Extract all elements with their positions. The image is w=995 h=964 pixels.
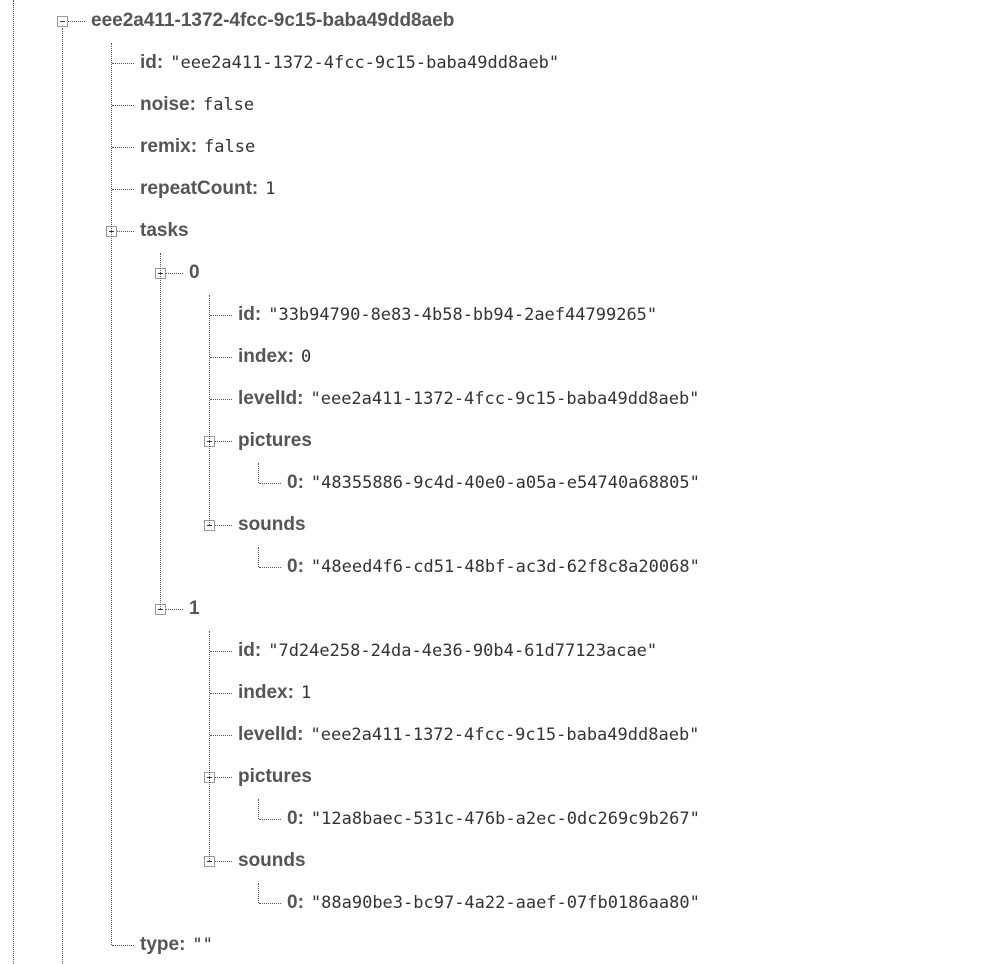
node-value: 0 [300,347,312,367]
tree-leaf [287,555,700,579]
node-key: eee2a411-1372-4fcc-9c15-baba49dd8aeb [91,10,455,31]
node-key: id: [140,52,164,73]
node-key: type: [140,934,186,955]
tree-node[interactable] [189,261,200,285]
node-key: index: [238,682,294,703]
tree-leaf [238,723,699,747]
node-value: "eee2a411-1372-4fcc-9c15-baba49dd8aeb" [170,53,560,73]
outer-tree-line [13,0,14,964]
tree-connector [112,63,134,64]
tree-connector [259,819,281,820]
node-value: "7d24e258-24da-4e36-90b4-61d77123acae" [268,641,658,661]
tree-leaf [287,471,700,495]
tree-node[interactable] [238,429,312,453]
node-key: repeatCount: [140,178,259,199]
node-key: id: [238,304,262,325]
node-value: "88a90be3-bc97-4a22-aaef-07fb0186aa80" [310,893,700,913]
branch-line [258,547,259,567]
tree-leaf [287,807,700,831]
node-key: pictures [238,766,312,787]
node-value: "12a8baec-531c-476b-a2ec-0dc269c9b267" [310,809,700,829]
branch-line [258,883,259,903]
tree-leaf [238,303,657,327]
node-key: remix: [140,136,198,157]
node-value: "48355886-9c4d-40e0-a05a-e54740a68805" [310,473,700,493]
tree-connector [210,357,232,358]
tree-connector [117,231,134,232]
node-key: sounds [238,514,306,535]
node-key: noise: [140,94,196,115]
node-key: 0: [287,892,304,913]
tree-leaf [238,639,657,663]
tree-connector [259,903,281,904]
tree-connector [215,525,232,526]
node-key: 1 [189,598,200,619]
node-key: id: [238,640,262,661]
tree-leaf [238,387,699,411]
tree-connector [210,315,232,316]
tree-connector [210,651,232,652]
branch-line [209,631,210,861]
node-value: "48eed4f6-cd51-48bf-ac3d-62f8c8a20068" [310,557,700,577]
tree-node[interactable] [140,219,189,243]
tree-connector [215,441,232,442]
tree-connector [215,777,232,778]
tree-leaf [140,933,213,957]
branch-line [111,43,112,945]
tree-connector [210,693,232,694]
tree-connector [166,273,183,274]
node-key: levelId: [238,724,304,745]
node-value: 1 [300,683,312,703]
node-key: pictures [238,430,312,451]
tree-node[interactable] [238,513,306,537]
tree-connector [259,483,281,484]
node-value: 1 [265,179,276,199]
branch-line [258,463,259,483]
node-value: "eee2a411-1372-4fcc-9c15-baba49dd8aeb" [310,725,700,745]
tree-connector [215,861,232,862]
branch-line [160,253,161,609]
tree-connector [112,945,134,946]
node-key: 0: [287,472,304,493]
node-value: false [204,137,256,157]
node-value: "" [192,935,213,955]
tree-connector [112,147,134,148]
tree-connector [112,189,134,190]
tree-connector [68,21,85,22]
tree-connector [166,609,183,610]
node-key: index: [238,346,294,367]
tree-leaf [140,135,255,159]
tree-connector [210,399,232,400]
node-value: "eee2a411-1372-4fcc-9c15-baba49dd8aeb" [310,389,700,409]
branch-line [209,295,210,525]
tree-node[interactable] [238,849,306,873]
tree-leaf [287,891,700,915]
tree-node[interactable] [238,765,312,789]
node-key: sounds [238,850,306,871]
tree-node[interactable] [189,597,200,621]
node-key: 0 [189,262,200,283]
node-value: "33b94790-8e83-4b58-bb94-2aef44799265" [268,305,658,325]
tree-connector [210,735,232,736]
node-value: false [202,95,255,115]
tree-leaf [140,93,254,117]
node-key: levelId: [238,388,304,409]
tree-leaf [140,51,559,75]
tree-connector [259,567,281,568]
node-key: tasks [140,220,189,241]
branch-line [258,799,259,819]
outer-tree-line [62,28,63,964]
tree-leaf [238,681,311,705]
tree-leaf [140,177,275,201]
tree-leaf [238,345,311,369]
tree-connector [112,105,134,106]
node-key: 0: [287,556,304,577]
node-key: 0: [287,808,304,829]
collapse-toggle-icon[interactable] [57,16,68,27]
tree-node[interactable] [91,9,454,33]
